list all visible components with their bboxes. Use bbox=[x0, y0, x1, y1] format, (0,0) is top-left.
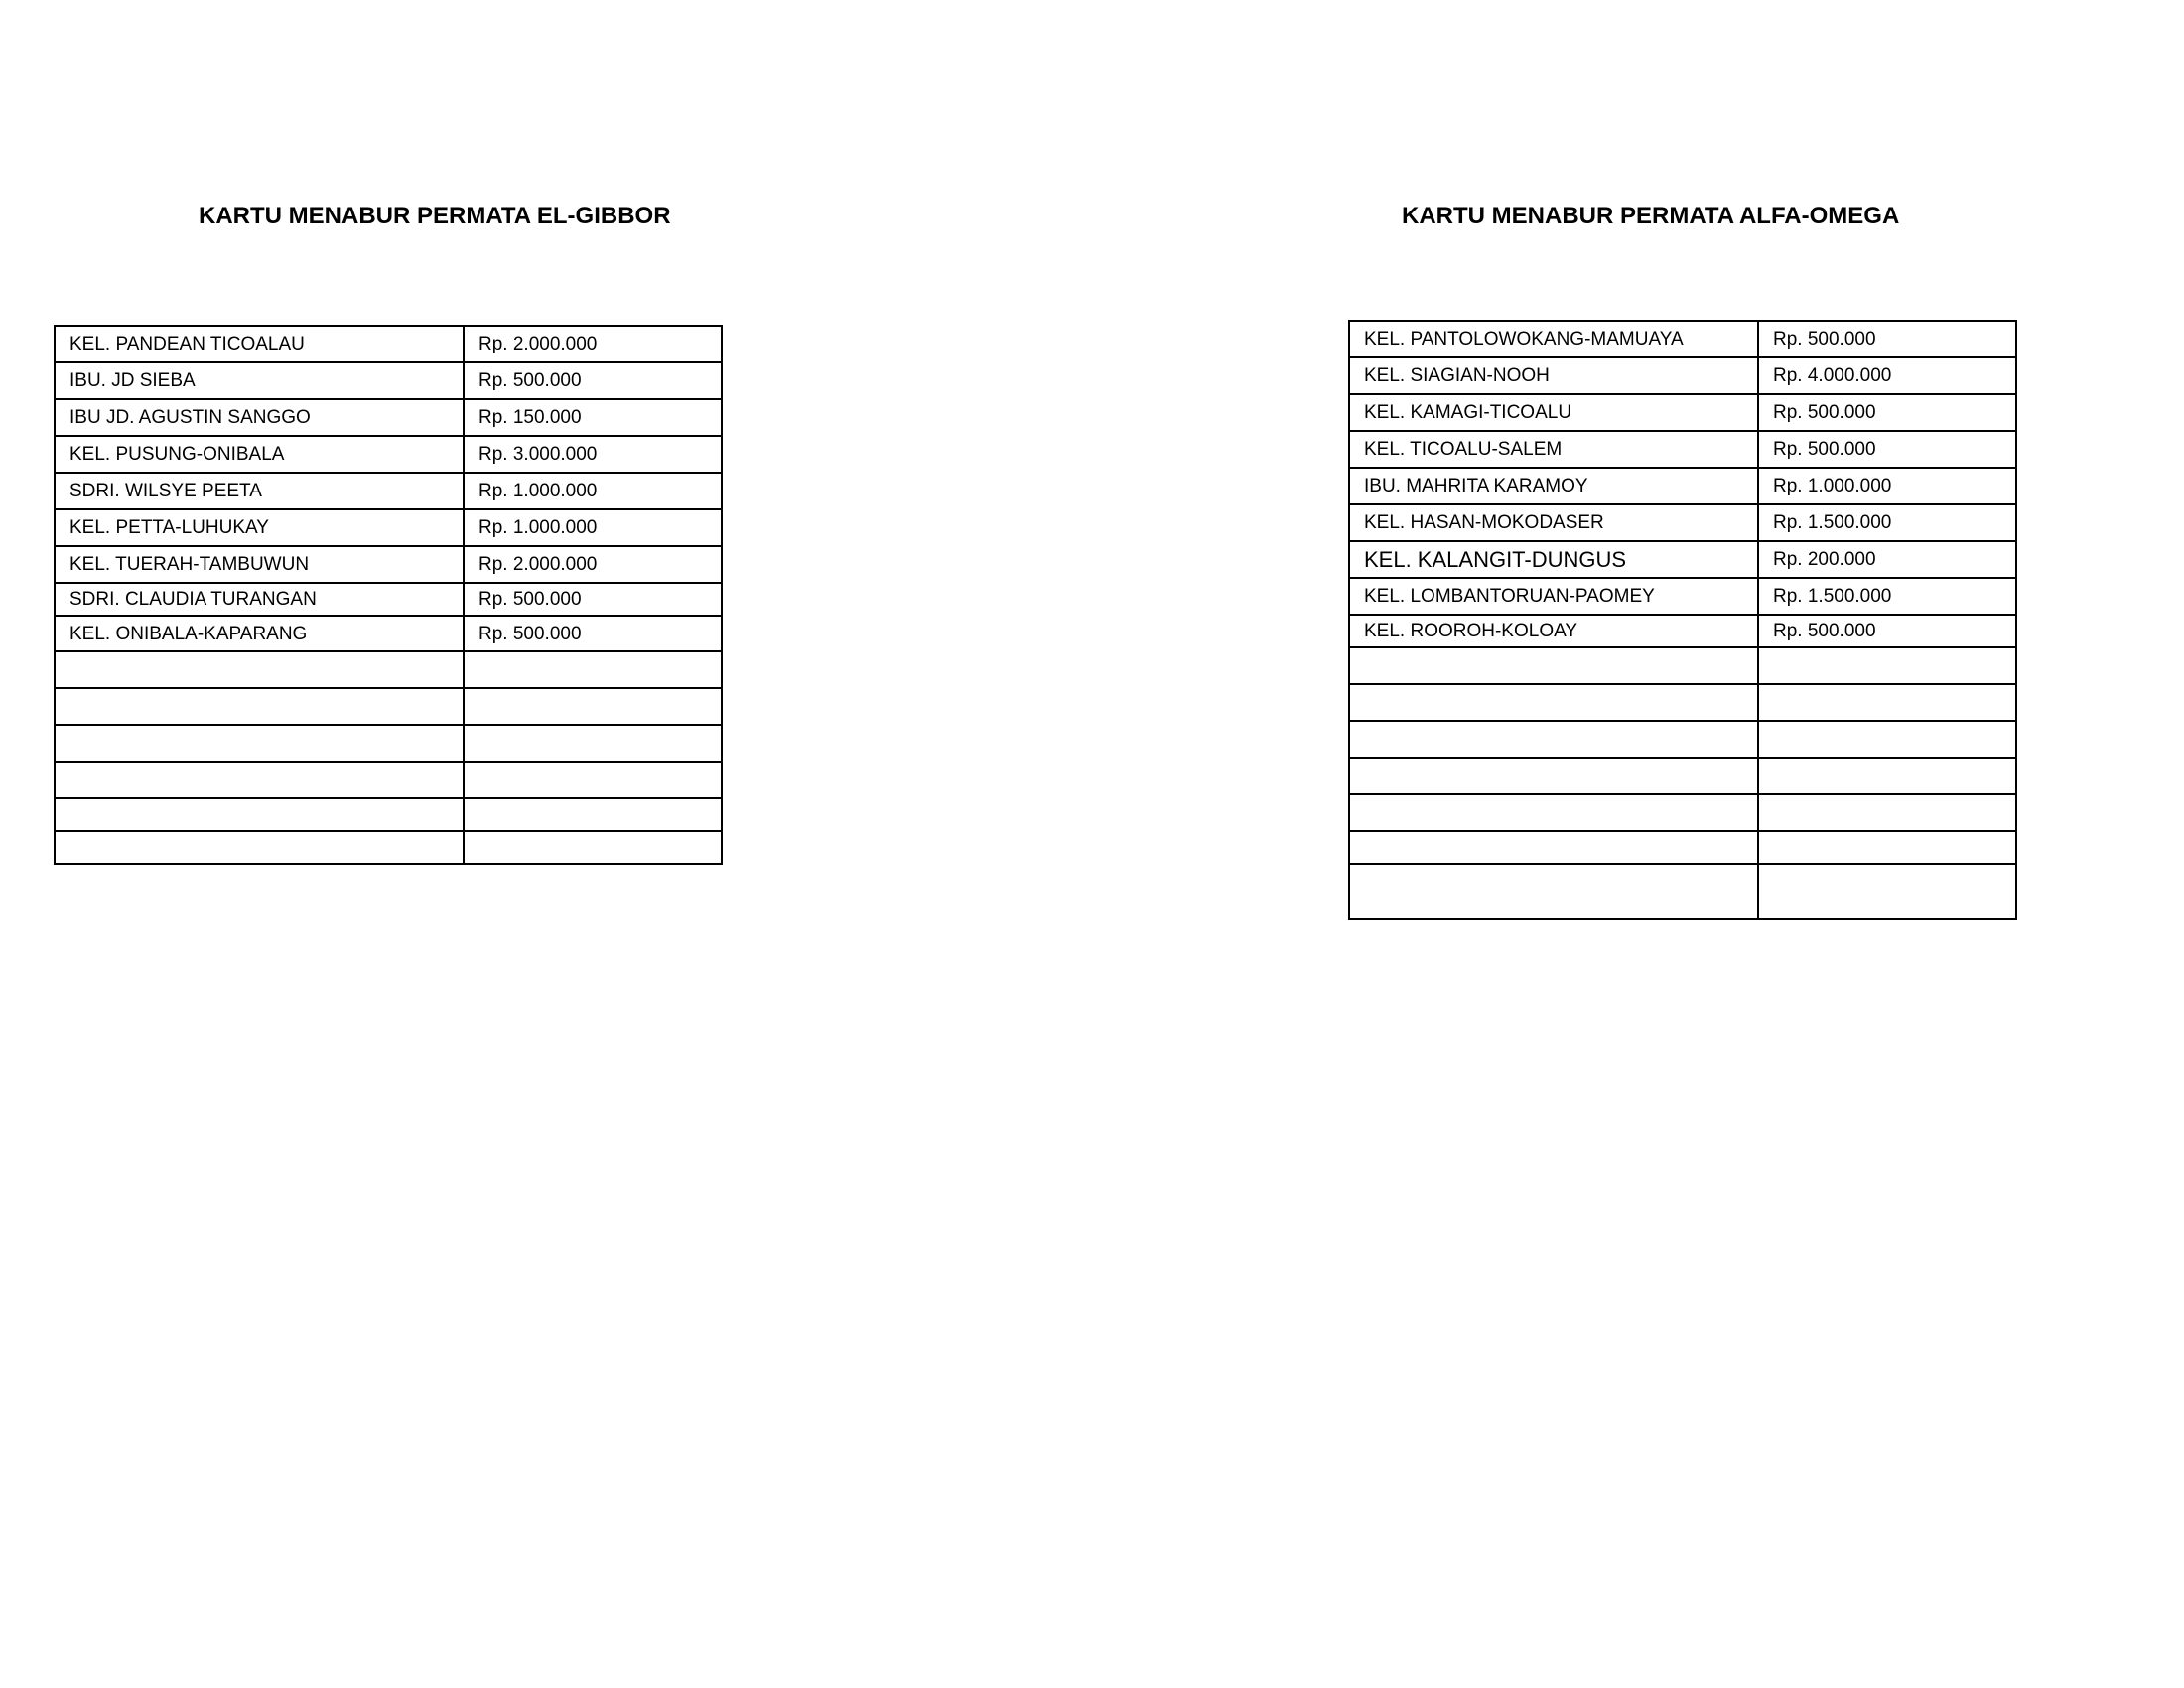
donor-name bbox=[1349, 794, 1758, 831]
table-row bbox=[55, 831, 722, 864]
table-row bbox=[1349, 578, 2016, 615]
donation-amount: Rp. 2.000.000 bbox=[464, 546, 722, 583]
donation-amount: Rp. 1.000.000 bbox=[1758, 468, 2016, 504]
donation-amount bbox=[464, 725, 722, 762]
donor-name: KEL. KALANGIT-DUNGUS bbox=[1349, 541, 1758, 578]
table-row bbox=[1349, 864, 2016, 919]
donation-amount bbox=[1758, 647, 2016, 684]
table-row bbox=[55, 326, 722, 362]
donor-name: KEL. PUSUNG-ONIBALA bbox=[55, 436, 464, 473]
donor-name bbox=[55, 725, 464, 762]
donation-amount bbox=[464, 762, 722, 798]
donation-amount: Rp. 1.500.000 bbox=[1758, 504, 2016, 541]
donation-amount: Rp. 1.000.000 bbox=[464, 509, 722, 546]
table-row bbox=[55, 688, 722, 725]
table-row bbox=[55, 436, 722, 473]
donation-amount: Rp. 1.000.000 bbox=[464, 473, 722, 509]
donation-amount bbox=[464, 688, 722, 725]
donation-amount: Rp. 500.000 bbox=[464, 616, 722, 651]
table-row bbox=[1349, 431, 2016, 468]
donor-name: SDRI. WILSYE PEETA bbox=[55, 473, 464, 509]
donor-name bbox=[55, 688, 464, 725]
table-row bbox=[55, 583, 722, 616]
donation-table-alfa-omega bbox=[1348, 320, 2017, 920]
donor-name: SDRI. CLAUDIA TURANGAN bbox=[55, 583, 464, 616]
donor-name: KEL. TUERAH-TAMBUWUN bbox=[55, 546, 464, 583]
table-row bbox=[55, 798, 722, 831]
card-title-el-gibbor: KARTU MENABUR PERMATA EL-GIBBOR bbox=[199, 203, 671, 229]
donor-name: IBU JD. AGUSTIN SANGGO bbox=[55, 399, 464, 436]
table-row bbox=[1349, 647, 2016, 684]
donor-name bbox=[1349, 684, 1758, 721]
donation-amount bbox=[1758, 864, 2016, 919]
donation-amount: Rp. 500.000 bbox=[1758, 321, 2016, 357]
table-row bbox=[1349, 394, 2016, 431]
table-row bbox=[1349, 758, 2016, 794]
donation-amount bbox=[1758, 684, 2016, 721]
donation-amount bbox=[1758, 794, 2016, 831]
donor-name: KEL. ROOROH-KOLOAY bbox=[1349, 615, 1758, 647]
donor-name bbox=[1349, 758, 1758, 794]
table-row bbox=[1349, 684, 2016, 721]
donor-name: IBU. JD SIEBA bbox=[55, 362, 464, 399]
donor-name bbox=[55, 651, 464, 688]
donor-name: KEL. PETTA-LUHUKAY bbox=[55, 509, 464, 546]
table-row bbox=[55, 616, 722, 651]
table-row bbox=[55, 399, 722, 436]
donor-name: KEL. ONIBALA-KAPARANG bbox=[55, 616, 464, 651]
table-row bbox=[1349, 831, 2016, 864]
table-row bbox=[1349, 721, 2016, 758]
donation-amount: Rp. 200.000 bbox=[1758, 541, 2016, 578]
donation-amount bbox=[464, 798, 722, 831]
donation-amount: Rp. 500.000 bbox=[1758, 615, 2016, 647]
donor-name: KEL. KAMAGI-TICOALU bbox=[1349, 394, 1758, 431]
table-row bbox=[55, 362, 722, 399]
donor-name bbox=[1349, 831, 1758, 864]
table-row bbox=[1349, 321, 2016, 357]
table-row bbox=[1349, 615, 2016, 647]
table-row bbox=[55, 546, 722, 583]
table-row bbox=[1349, 357, 2016, 394]
donation-amount: Rp. 1.500.000 bbox=[1758, 578, 2016, 615]
donation-amount: Rp. 4.000.000 bbox=[1758, 357, 2016, 394]
table-row bbox=[1349, 541, 2016, 578]
donor-name: KEL. LOMBANTORUAN-PAOMEY bbox=[1349, 578, 1758, 615]
donor-name: IBU. MAHRITA KARAMOY bbox=[1349, 468, 1758, 504]
table-row bbox=[55, 509, 722, 546]
donation-amount: Rp. 500.000 bbox=[464, 583, 722, 616]
table-row bbox=[1349, 504, 2016, 541]
donor-name bbox=[1349, 647, 1758, 684]
donation-amount bbox=[1758, 758, 2016, 794]
donor-name: KEL. TICOALU-SALEM bbox=[1349, 431, 1758, 468]
donation-amount: Rp. 2.000.000 bbox=[464, 326, 722, 362]
table-row bbox=[55, 725, 722, 762]
donation-amount bbox=[1758, 831, 2016, 864]
table-row bbox=[55, 473, 722, 509]
donation-table-el-gibbor bbox=[54, 325, 723, 865]
donor-name bbox=[1349, 864, 1758, 919]
table-row bbox=[1349, 794, 2016, 831]
donation-amount bbox=[464, 831, 722, 864]
donor-name bbox=[55, 798, 464, 831]
donation-amount: Rp. 500.000 bbox=[464, 362, 722, 399]
donor-name bbox=[55, 762, 464, 798]
donation-amount bbox=[1758, 721, 2016, 758]
donor-name bbox=[55, 831, 464, 864]
card-title-alfa-omega: KARTU MENABUR PERMATA ALFA-OMEGA bbox=[1402, 203, 1900, 229]
donor-name: KEL. PANDEAN TICOALAU bbox=[55, 326, 464, 362]
donation-amount: Rp. 500.000 bbox=[1758, 394, 2016, 431]
donation-amount bbox=[464, 651, 722, 688]
table-row bbox=[55, 762, 722, 798]
donor-name: KEL. HASAN-MOKODASER bbox=[1349, 504, 1758, 541]
table-row bbox=[1349, 468, 2016, 504]
donation-amount: Rp. 500.000 bbox=[1758, 431, 2016, 468]
donor-name bbox=[1349, 721, 1758, 758]
table-row bbox=[55, 651, 722, 688]
donation-amount: Rp. 150.000 bbox=[464, 399, 722, 436]
donor-name: KEL. PANTOLOWOKANG-MAMUAYA bbox=[1349, 321, 1758, 357]
donation-amount: Rp. 3.000.000 bbox=[464, 436, 722, 473]
donor-name: KEL. SIAGIAN-NOOH bbox=[1349, 357, 1758, 394]
